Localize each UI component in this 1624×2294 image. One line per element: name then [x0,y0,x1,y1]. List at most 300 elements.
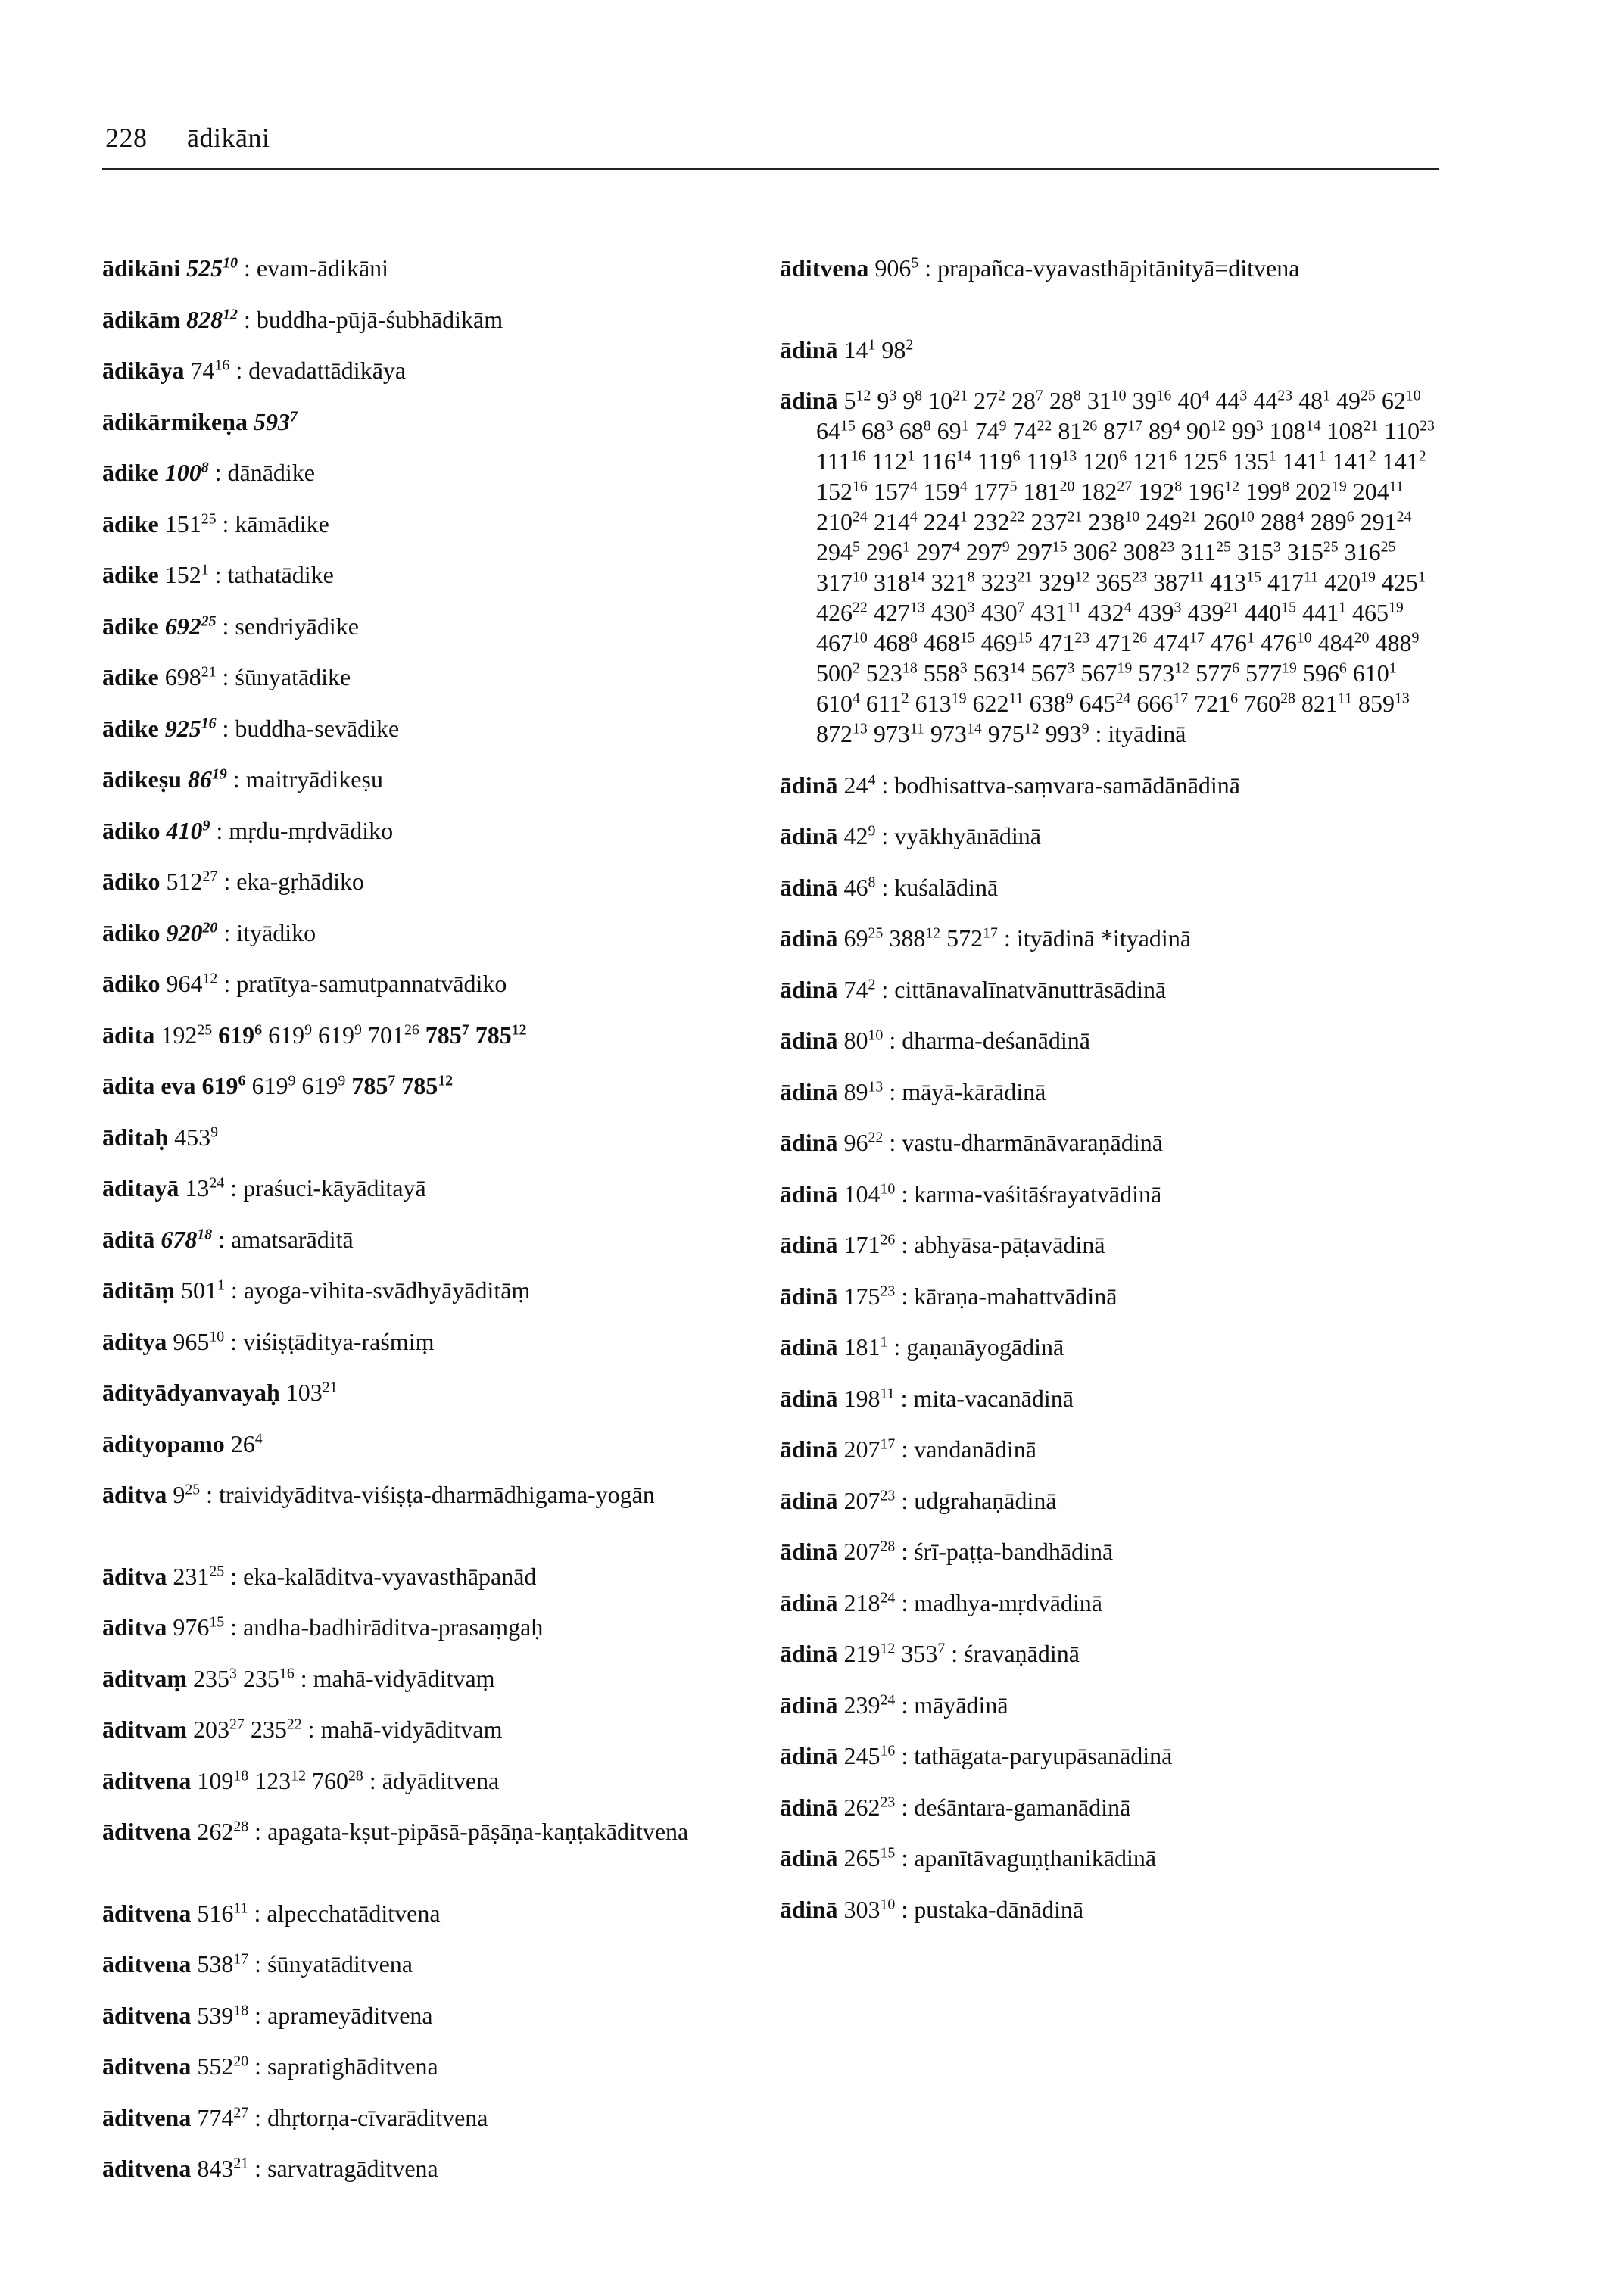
page-reference [1096,569,1147,596]
page-number-ref: 619 [268,1021,305,1049]
page-number-ref: 196 [1188,478,1225,505]
line-number-ref: 4 [853,690,860,707]
page-reference [1046,720,1089,747]
line-number-ref: 17 [1173,690,1189,707]
page-number-ref: 785 [351,1072,388,1099]
page-number-ref: 159 [923,478,960,505]
page-number-ref: 484 [1317,629,1354,656]
entry-gloss: viśiṣṭāditya-raśmiṃ [243,1327,435,1355]
entry-references [185,1174,224,1202]
line-number-ref: 10 [1405,387,1421,404]
page-number-ref: 329 [1038,569,1075,596]
page-number-ref: 232 [973,508,1010,535]
page-reference [974,387,1005,414]
entry-gloss: cittānavalīnatvānuttrāsādinā [894,975,1167,1003]
index-entry: ādinā $245^{16}$ : tathāgata-paryupāsanādinā [780,1742,1173,1769]
entry-references [254,408,298,435]
page-reference [1283,447,1326,475]
page-number-ref: 62 [1381,387,1406,414]
index-entry [102,1377,753,1407]
entry-headword: ādikārmikeṇa [102,407,248,435]
page-number-ref: 119 [1026,447,1062,475]
line-number-ref: 7 [937,1640,946,1657]
page-reference [924,508,968,535]
entry-headword: ādiko [102,918,161,946]
page-reference [1103,417,1142,444]
index-entry: ādinā $207^{23}$ : udgrahaṇādinā [780,1486,1057,1514]
entry-gloss: kāmādike [235,510,329,538]
entry-references [874,254,918,282]
line-number-ref: 14 [956,447,971,465]
line-number-ref: 21 [233,2155,249,2172]
entry-headword: ādinā [780,771,838,799]
page-reference [166,970,217,997]
index-entry: ādikāya $74^{16}$ : devadattādikāya [102,357,407,384]
page-number-ref: 593 [254,407,291,435]
page-reference [312,1767,363,1794]
index-entry: āditvena $538^{17}$ : śūnyatāditvena [102,1950,413,1978]
page-number-ref: 181 [1023,478,1060,505]
line-number-ref: 2 [853,659,860,677]
line-number-ref: 21 [1363,417,1379,435]
entry-references [197,1818,248,1845]
page-number-ref: 123 [254,1766,291,1794]
entry-references [843,1027,883,1054]
page-reference [188,765,227,793]
page-reference [165,561,209,588]
line-number-ref: 15 [959,629,975,647]
line-number-ref: 9 [1081,720,1089,737]
page-number-ref: 439 [1137,599,1174,626]
page-reference [185,1174,224,1202]
line-number-ref: 14 [1009,659,1025,677]
page-reference [816,659,860,687]
page-number-ref: 224 [923,508,960,535]
page-reference [318,1021,362,1049]
page-reference [1375,629,1419,656]
line-number-ref: 13 [853,720,868,737]
line-number-ref: 20 [202,919,218,936]
entry-headword: ādinā [780,822,838,849]
page-reference [901,1640,945,1667]
index-entry: ādinā $171^{26}$ : abhyāsa-pāṭavādinā [780,1231,1105,1258]
page-number-ref: 192 [1138,478,1175,505]
line-number-ref: 14 [909,569,925,586]
page-number-ref: 388 [889,924,926,952]
page-number-ref: 48 [1298,387,1323,414]
entry-headword: ādinā [780,924,838,952]
entry-gloss: buddha-pūjā-śubhādikām [256,305,503,333]
page-number-ref: 237 [1030,508,1068,535]
page-reference [874,254,918,282]
page-number-ref: 821 [1301,690,1338,717]
line-number-ref: 24 [853,508,868,525]
entry-headword: ādikām [102,305,181,333]
page-reference [1088,508,1139,535]
line-number-ref: 12 [1074,569,1090,586]
entry-gloss: tathatādike [227,561,334,588]
page-reference [1237,538,1281,566]
page-number-ref: 74 [1012,417,1037,444]
entry-gloss: traividyāditva-viśiṣṭa-dharmādhigama-yogān [219,1481,655,1508]
page-reference [1327,417,1379,444]
page-reference [1138,599,1182,626]
index-entry: āditva $9^{25}$ : traividyāditva-viśiṣṭa-dharmādhigama-yogān [102,1481,655,1508]
page-reference [1080,659,1132,687]
page-reference [1024,478,1075,505]
line-number-ref: 21 [1017,569,1033,586]
page-number-ref: 323 [980,569,1018,596]
line-number-ref: 25 [185,1481,201,1498]
page-number-ref: 572 [946,924,983,952]
entry-references [816,387,1435,747]
entry-gloss: buddha-sevādike [235,714,400,742]
page-reference [1267,569,1318,596]
entry-references [188,765,227,793]
page-number-ref: 843 [197,2155,234,2182]
line-number-ref: 11 [1008,690,1024,707]
entry-headword: āditva [102,1562,167,1590]
line-number-ref: 9 [868,822,876,840]
page-reference [165,612,217,640]
page-reference [1311,508,1354,535]
line-number-ref: 16 [853,478,868,495]
page-number-ref: 828 [186,305,223,333]
entry-headword: ādinā [780,1129,838,1156]
page-reference [1318,629,1370,656]
page-reference [975,417,1007,444]
index-entry: ādinā $239^{24}$ : māyādinā [780,1691,1008,1719]
line-number-ref: 26 [1082,417,1098,435]
entry-references [166,817,210,844]
page-number-ref: 108 [1269,417,1306,444]
page-number-ref: 262 [197,1818,234,1845]
page-number-ref: 28 [1049,387,1074,414]
line-number-ref: 15 [1246,569,1261,586]
entry-gloss: tathāgata-paryupāsanādinā [914,1742,1173,1769]
page-number-ref: 80 [843,1027,868,1054]
entry-references [186,306,238,333]
page-reference [843,1742,895,1769]
page-number-ref: 469 [980,629,1018,656]
line-number-ref: 26 [404,1021,419,1038]
entry-headword: āditva [102,1613,167,1641]
page-number-ref: 440 [1245,599,1282,626]
entry-headword: ādinā [780,1384,838,1412]
index-entry: āditā $678^{18}$ : amatsarāditā [102,1225,354,1253]
entry-references [843,1333,887,1361]
page-number-ref: 44 [1253,387,1278,414]
page-reference [981,629,1033,656]
page-number-ref: 297 [915,538,952,566]
index-entry: ādinā $218^{24}$ : madhya-mṛdvādinā [780,1588,1102,1616]
line-number-ref: 18 [233,2002,249,2018]
line-number-ref: 1 [1339,599,1347,616]
line-number-ref: 1 [1268,447,1276,465]
page-reference [166,817,210,844]
line-number-ref: 23 [880,1283,896,1299]
line-number-ref: 18 [233,1767,249,1784]
page-reference [181,1276,225,1304]
line-number-ref: 9 [1002,538,1010,556]
line-number-ref: 22 [1036,417,1052,435]
page-reference [930,720,982,747]
page-reference [1353,659,1397,687]
entry-references [165,663,217,690]
page-number-ref: 468 [923,629,960,656]
entry-headword: ādinā [780,1793,838,1821]
page-number-ref: 291 [1360,508,1397,535]
line-number-ref: 1 [1323,387,1330,404]
page-reference [268,1021,312,1049]
page-reference [1149,417,1180,444]
page-reference [1087,387,1127,414]
page-reference [921,447,971,475]
line-number-ref: 27 [1117,478,1133,495]
page-number-ref: 69 [843,924,868,952]
entry-headword: ādinā [780,975,838,1003]
page-reference [843,1589,895,1616]
entry-gloss: udgrahaṇādinā [914,1486,1057,1514]
entry-gloss: mahā-vidyāditvam [320,1716,503,1743]
page-reference [161,1021,212,1049]
page-reference [1302,599,1346,626]
entry-gloss: gaṇanāyogādinā [906,1333,1064,1361]
index-entry: ādinā $181^1$ : gaṇanāyogādinā [780,1333,1064,1361]
page-number-ref: 453 [174,1123,211,1151]
page-number-ref: 512 [166,868,203,895]
entry-references [843,1589,895,1616]
line-number-ref: 10 [880,1180,896,1197]
page-reference [1210,569,1261,596]
entry-gloss: devadattādikāya [248,357,407,384]
line-number-ref: 27 [202,868,218,885]
page-reference [197,1767,248,1794]
page-reference [974,478,1018,505]
line-number-ref: 7 [1017,599,1025,616]
entry-gloss: sarvatragāditvena [267,2155,438,2182]
page-number-ref: 28 [1011,387,1036,414]
entry-gloss: pustaka-dānādinā [914,1895,1084,1923]
page-reference [931,569,975,596]
page-reference [1270,417,1321,444]
page-reference [1361,508,1412,535]
page-reference [816,569,868,596]
page-number-ref: 104 [843,1180,881,1208]
entry-headword: āditvena [102,1899,192,1927]
entry-gloss: eka-gṛhādiko [236,868,365,895]
page-number-ref: 973 [873,720,910,747]
entry-references [190,357,229,384]
entry-references [843,1129,883,1156]
page-reference [1261,508,1304,535]
line-number-ref: 18 [197,1226,213,1242]
entry-references [165,510,217,538]
page-reference [1287,538,1339,566]
line-number-ref: 17 [983,924,998,942]
page-number-ref: 119 [977,447,1013,475]
line-number-ref: 3 [1067,659,1075,677]
page-number-ref: 231 [173,1562,210,1590]
index-entry [102,1429,753,1459]
entry-gloss: ityādinā *ityadinā [1016,924,1192,952]
index-entry: ādinā $303^{10}$ : pustaka-dānādinā [780,1895,1084,1923]
line-number-ref: 3 [1255,417,1264,435]
page-reference [243,1665,295,1692]
line-number-ref: 8 [1073,387,1081,404]
entry-headword: ādinā [780,1027,838,1054]
line-number-ref: 1 [907,447,915,465]
page-reference [251,1716,302,1743]
line-number-ref: 12 [856,387,871,404]
entry-gloss: māyādinā [914,1691,1008,1719]
entry-headword: āditvena [102,2052,192,2080]
line-number-ref: 20 [1354,629,1370,647]
entry-headword: āditvena [102,1818,192,1845]
entry-references [161,1226,212,1253]
entry-gloss: eka-kalāditva-vyavasthāpanād [243,1562,537,1590]
page-number-ref: 181 [843,1333,881,1361]
line-number-ref: 19 [1361,569,1376,586]
page-reference [1232,417,1264,444]
page-number-ref: 192 [161,1021,198,1049]
line-number-ref: 19 [951,690,967,707]
page-number-ref: 235 [250,1716,287,1743]
page-reference [966,538,1010,566]
line-number-ref: 27 [229,1716,245,1733]
index-entry: ādiko $920^{20}$ : ityādiko [102,918,316,946]
entry-headword: ādike [102,714,159,742]
page-reference [251,1072,295,1099]
entry-references [843,1844,895,1872]
page-reference [931,599,975,626]
line-number-ref: 12 [223,306,238,323]
entry-references [843,1691,895,1719]
line-number-ref: 23 [880,1794,896,1810]
page-reference [924,629,975,656]
line-number-ref: 10 [209,1328,225,1345]
entry-references [197,2155,248,2182]
entry-gloss: vastu-dharmānāvaraṇādinā [902,1129,1163,1156]
page-number-ref: 488 [1375,629,1412,656]
line-number-ref: 1 [1318,447,1326,465]
line-number-ref: 3 [885,417,893,435]
entry-gloss: pratītya-samutpannatvādiko [236,970,507,997]
page-number-ref: 925 [164,714,201,742]
line-number-ref: 25 [209,1563,225,1579]
page-reference [843,1896,895,1923]
entry-references [843,1180,895,1208]
page-reference [981,599,1025,626]
index-entry: ādinā $74^2$ : cittānavalīnatvānuttrāsādinā [780,975,1167,1003]
page-reference [972,690,1023,717]
line-number-ref: 5 [911,254,919,272]
page-reference [1096,629,1147,656]
entry-references [165,612,217,640]
page-reference [1153,629,1205,656]
entry-references [174,1124,218,1151]
page-reference [843,1078,883,1105]
line-number-ref: 11 [1067,599,1082,616]
line-number-ref: 12 [511,1021,527,1038]
line-number-ref: 9 [354,1021,362,1038]
entry-headword: ādita [102,1021,155,1049]
page-number-ref: 235 [242,1664,279,1692]
line-number-ref: 1 [217,1276,225,1294]
line-number-ref: 15 [1281,599,1297,616]
line-number-ref: 15 [1052,538,1068,556]
index-entry: ādinā $96^{22}$ : vastu-dharmānāvaraṇādinā [780,1129,1163,1156]
page-reference [843,387,871,414]
line-number-ref: 8 [909,629,918,647]
entry-headword: āditva [102,1481,167,1508]
page-number-ref: 613 [915,690,952,717]
line-number-ref: 6 [1339,659,1347,677]
page-number-ref: 993 [1045,720,1082,747]
entry-headword: āditvena [102,1950,192,1978]
line-number-ref: 9 [210,1124,219,1140]
index-entry: āditya $965^{10}$ : viśiṣṭāditya-raśmiṃ [102,1327,435,1355]
line-number-ref: 22 [286,1716,302,1733]
line-number-ref: 5 [1009,478,1018,495]
page-reference [843,1435,895,1463]
page-number-ref: 14 [843,335,868,363]
page-reference [202,1072,246,1099]
line-number-ref: 14 [1305,417,1321,435]
page-reference [173,1563,224,1590]
line-number-ref: 19 [1331,478,1347,495]
index-entry: ādinā $207^{28}$ : śrī-paṭṭa-bandhādinā [780,1538,1114,1565]
page-number-ref: 567 [1080,659,1117,687]
page-number-ref: 316 [1344,538,1381,566]
page-number-ref: 218 [843,1588,881,1616]
entry-headword: āditya [102,1327,167,1355]
index-entry: ādinā $42^9$ : vyākhyānādinā [780,822,1041,849]
page-number-ref: 111 [816,447,851,475]
entry-gloss: kuśalādinā [894,873,999,901]
page-number-ref: 249 [1146,508,1183,535]
line-number-ref: 6 [254,1021,263,1038]
entry-gloss: apanītāvaguṇṭhanikādinā [914,1844,1157,1872]
line-number-ref: 8 [1282,478,1289,495]
line-number-ref: 21 [1182,508,1197,525]
line-number-ref: 10 [1111,387,1127,404]
line-number-ref: 24 [880,1589,896,1606]
line-number-ref: 25 [1380,538,1396,556]
page-reference [843,1844,895,1872]
line-number-ref: 1 [902,538,910,556]
entry-headword: ādinā [780,1077,838,1105]
line-number-ref: 21 [322,1379,338,1396]
page-reference [197,2002,248,2029]
page-number-ref: 245 [843,1742,881,1769]
page-number-ref: 99 [1231,417,1256,444]
page-reference [1215,387,1247,414]
page-number-ref: 152 [164,561,201,588]
index-entry: āditvena $262^{28}$ : apagata-kṣut-pipāsā-pāṣāṇa-kaṇṭakāditvena [102,1818,689,1845]
entry-references [843,822,875,849]
page-reference [1011,387,1043,414]
line-number-ref: 12 [291,1767,306,1784]
line-number-ref: 10 [880,1896,896,1912]
page-number-ref: 611 [865,690,902,717]
line-number-ref: 9 [304,1021,313,1038]
entry-references [165,459,209,486]
page-reference [1261,629,1312,656]
line-number-ref: 6 [1232,659,1239,677]
page-reference [862,417,893,444]
page-number-ref: 171 [843,1231,881,1258]
